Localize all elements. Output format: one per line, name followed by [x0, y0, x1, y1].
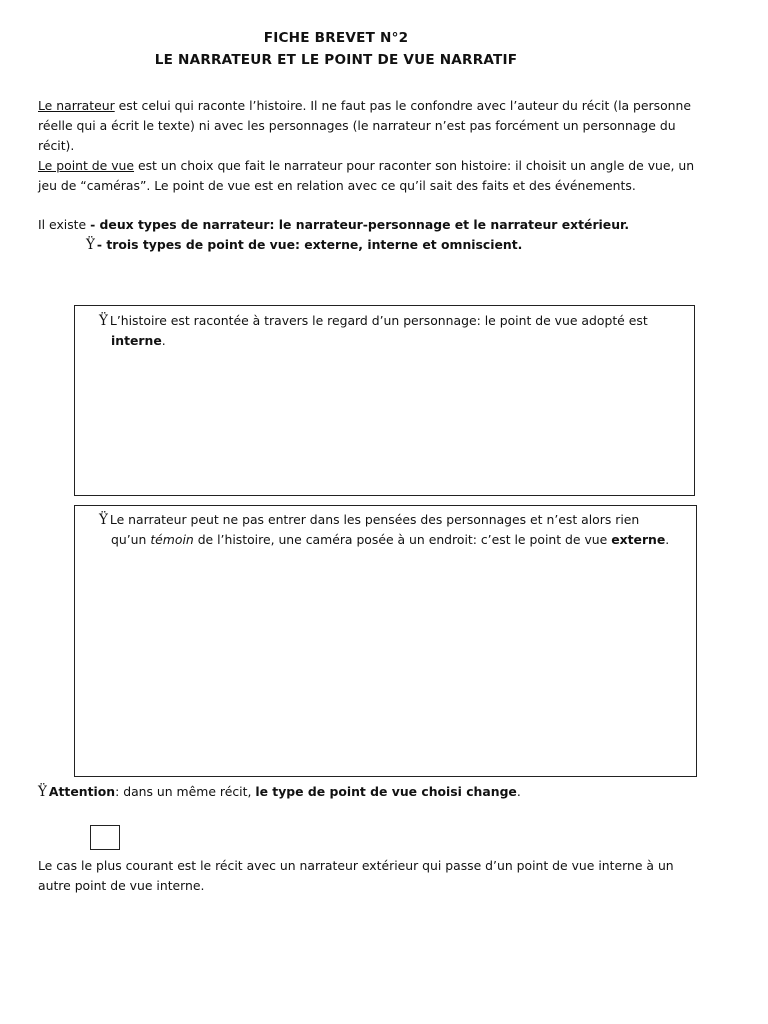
- attention-bold: le type de point de vue choisi change: [255, 784, 517, 799]
- narrateur-definition-line-3: récit).: [38, 138, 75, 153]
- pdv-term: Le point de vue: [38, 158, 135, 173]
- closing-line-2: autre point de vue interne.: [38, 878, 205, 893]
- bullet-icon: Ÿ: [99, 512, 108, 528]
- pdv-definition-line-2: jeu de “caméras”. Le point de vue est en relation avec ce qu’il sait des faits et des événements.: [38, 178, 636, 193]
- pdv-definition-line-1: [38, 158, 694, 173]
- box2-text-2b: de l’histoire, une caméra posée à un endroit: c’est le point de vue: [193, 532, 612, 547]
- narrateur-definition-line-1: [38, 98, 691, 113]
- box1-end: .: [161, 333, 166, 348]
- box-point-de-vue-externe: [74, 505, 697, 777]
- box1-line-2: [111, 333, 166, 348]
- types-line-2: [86, 237, 522, 253]
- box2-bold: externe: [611, 532, 666, 547]
- types-point-de-vue: - trois types de point de vue: externe, interne et omniscient.: [96, 237, 523, 252]
- page-title: FICHE BREVET N°2: [263, 30, 409, 46]
- closing-line-1: Le cas le plus courant est le récit avec un narrateur extérieur qui passe d’un point de vue interne à un: [38, 858, 674, 873]
- narrateur-definition-line-2: réelle qui a écrit le texte) ni avec les personnages (le narrateur n’est pas forcément un personnage du: [38, 118, 676, 133]
- box1-text: L’histoire est racontée à travers le regard d’un personnage: le point de vue adopté est: [109, 313, 648, 328]
- attention-line: [38, 784, 521, 800]
- empty-answer-box: [90, 825, 120, 850]
- box2-end: .: [665, 532, 670, 547]
- bullet-icon: Ÿ: [86, 237, 95, 253]
- attention-label: Attention: [48, 784, 116, 799]
- box2-italic: témoin: [150, 532, 194, 547]
- pdv-text-1: est un choix que fait le narrateur pour raconter son histoire: il choisit un angle de vue, un: [134, 158, 695, 173]
- bullet-icon: Ÿ: [99, 313, 108, 329]
- bullet-icon: Ÿ: [38, 784, 47, 800]
- box2-text-1: Le narrateur peut ne pas entrer dans les pensées des personnages et n’est alors rien: [109, 512, 640, 527]
- narrateur-term: Le narrateur: [38, 98, 115, 113]
- attention-text: : dans un même récit,: [115, 784, 256, 799]
- box2-line-1: [99, 512, 639, 528]
- box2-line-2: [111, 532, 669, 547]
- attention-end: .: [516, 784, 521, 799]
- box2-text-2a: qu’un: [111, 532, 151, 547]
- box1-line-1: [99, 313, 648, 329]
- types-narrateur: - deux types de narrateur: le narrateur-personnage et le narrateur extérieur.: [90, 217, 630, 232]
- types-prefix: Il existe: [38, 217, 91, 232]
- types-line-1: [38, 217, 629, 232]
- box-point-de-vue-interne: [74, 305, 695, 496]
- narrateur-text-1: est celui qui raconte l’histoire. Il ne faut pas le confondre avec l’auteur du récit (la personne: [114, 98, 692, 113]
- page-subtitle: LE NARRATEUR ET LE POINT DE VUE NARRATIF: [154, 52, 518, 68]
- box1-bold: interne: [111, 333, 162, 348]
